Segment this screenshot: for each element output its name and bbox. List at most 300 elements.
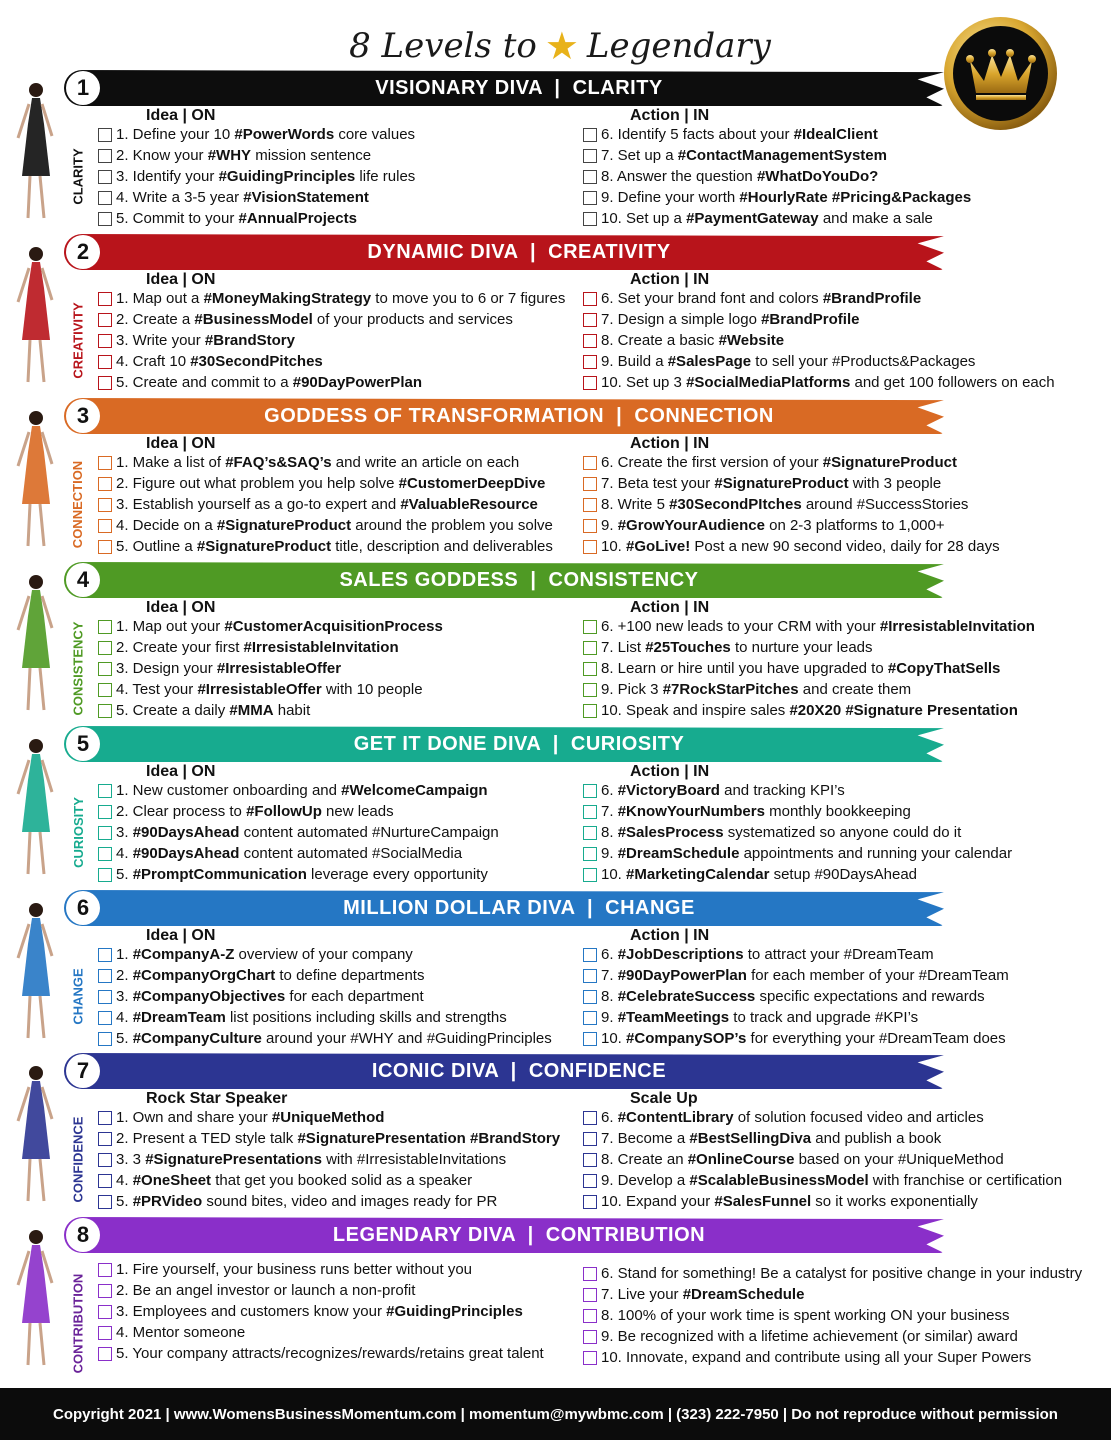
task-text: 7. List	[601, 639, 646, 656]
diva-figure-icon	[6, 404, 62, 554]
task-text: 8. Answer the question	[601, 168, 757, 185]
task-hashtag: #30SecondPItches	[669, 496, 802, 513]
task-text: 6. +100 new leads to your CRM with your	[601, 618, 880, 635]
left-column-heading: Idea | ON	[146, 271, 216, 288]
task-checkbox[interactable]	[98, 456, 112, 470]
left-task-list	[98, 616, 443, 721]
level-section-4	[0, 562, 1111, 722]
task-text: 9. Develop a	[601, 1172, 690, 1189]
task-text: 7. Live your	[601, 1286, 683, 1303]
task-text-tail: of solution focused video and articles	[733, 1109, 984, 1126]
task-checkbox[interactable]	[583, 662, 597, 676]
task-checkbox[interactable]	[583, 477, 597, 491]
task-checkbox[interactable]	[98, 826, 112, 840]
task-item	[98, 208, 415, 229]
task-checkbox[interactable]	[583, 128, 597, 142]
right-task-list	[583, 616, 1035, 721]
task-text: 1. Map out a	[116, 290, 204, 307]
task-checkbox[interactable]	[98, 1111, 112, 1125]
level-section-1	[0, 70, 1111, 230]
task-text: 3. Write your	[116, 332, 205, 349]
task-text: 2. Be an angel investor or launch a non-profit	[116, 1282, 416, 1299]
left-task-list	[98, 288, 565, 393]
task-item	[583, 1263, 1082, 1284]
task-text: 9.	[601, 845, 618, 862]
task-text: 9. Pick 3	[601, 681, 663, 698]
task-text: 8. Create a basic	[601, 332, 719, 349]
task-text-tail: appointments and running your calendar	[739, 845, 1013, 862]
task-item	[98, 452, 553, 473]
side-label-text: CONFIDENCE	[70, 1116, 86, 1202]
task-hashtag: #ContactManagementSystem	[677, 147, 887, 164]
task-hashtag: #GuidingPrinciples	[386, 1303, 523, 1320]
task-text-tail: around your #WHY and #GuidingPrinciples	[261, 1030, 552, 1047]
task-checkbox[interactable]	[98, 784, 112, 798]
task-checkbox[interactable]	[583, 805, 597, 819]
task-item	[583, 309, 1055, 330]
task-checkbox[interactable]	[98, 191, 112, 205]
task-text: 6.	[601, 782, 618, 799]
task-item	[98, 1128, 560, 1149]
task-item	[98, 309, 565, 330]
task-item	[583, 637, 1035, 658]
task-checkbox[interactable]	[583, 1174, 597, 1188]
task-hashtag: #MoneyMakingStrategy	[203, 290, 372, 307]
level-section-6	[0, 890, 1111, 1050]
task-hashtag: #GoLive!	[626, 538, 691, 555]
side-label-text: CONNECTION	[70, 460, 86, 548]
task-item	[583, 1149, 1062, 1170]
task-hashtag: #FollowUp	[246, 803, 322, 820]
task-item	[583, 372, 1055, 393]
task-hashtag: #MMA	[229, 702, 274, 719]
task-hashtag: #PaymentGateway	[686, 210, 819, 227]
task-hashtag: #SalesFunnel	[714, 1193, 812, 1210]
task-text: 2. Figure out what problem you help solve	[116, 475, 399, 492]
task-text: 10.	[601, 866, 627, 883]
side-label-text: CLARITY	[70, 147, 86, 205]
task-hashtag: #PRVideo	[132, 1193, 203, 1210]
task-checkbox[interactable]	[583, 292, 597, 306]
task-item	[583, 944, 1009, 965]
task-text-tail: Post a new 90 second video, daily for 28 days	[690, 538, 1000, 555]
task-item	[98, 1028, 552, 1049]
task-checkbox[interactable]	[583, 1011, 597, 1025]
right-column-heading: Scale Up	[630, 1090, 698, 1107]
task-hashtag: #HourlyRate #Pricing&Packages	[739, 189, 972, 206]
task-item	[583, 1284, 1082, 1305]
task-text: 4. Decide on a	[116, 517, 217, 534]
task-hashtag: #90DaysAhead	[132, 845, 240, 862]
level-title: LEGENDARY DIVA | CONTRIBUTION	[332, 1223, 706, 1246]
task-text: 4. Mentor someone	[116, 1324, 246, 1341]
side-label-text: CONSISTENCY	[70, 621, 86, 715]
task-checkbox[interactable]	[98, 868, 112, 882]
task-text: 7. Become a	[601, 1130, 690, 1147]
task-checkbox[interactable]	[98, 313, 112, 327]
task-text-tail: based on your #UniqueMethod	[794, 1151, 1004, 1168]
task-text: 4.	[116, 1009, 133, 1026]
diva-figure-icon	[6, 568, 62, 718]
task-hashtag: #FAQ’s&SAQ’s	[225, 454, 332, 471]
task-checkbox[interactable]	[98, 805, 112, 819]
left-column-heading: Idea | ON	[146, 763, 216, 780]
task-checkbox[interactable]	[583, 1132, 597, 1146]
task-item	[583, 1107, 1062, 1128]
task-hashtag: #TeamMeetings	[617, 1009, 730, 1026]
task-checkbox[interactable]	[583, 519, 597, 533]
level-number-badge: 4	[66, 563, 100, 597]
left-column-heading: Idea | ON	[146, 107, 216, 124]
task-checkbox[interactable]	[98, 704, 112, 718]
level-number-badge: 8	[66, 1218, 100, 1252]
task-text-tail: life rules	[355, 168, 416, 185]
task-checkbox[interactable]	[98, 1263, 112, 1277]
task-checkbox[interactable]	[98, 847, 112, 861]
task-hashtag: #25Touches	[645, 639, 731, 656]
task-checkbox[interactable]	[583, 498, 597, 512]
task-text: 2. Create a	[116, 311, 195, 328]
right-column-heading: Action | IN	[630, 763, 710, 780]
task-text: 10. Set up a	[601, 210, 687, 227]
task-item	[583, 1128, 1062, 1149]
task-item	[583, 780, 1012, 801]
level-section-5	[0, 726, 1111, 886]
task-item	[98, 700, 443, 721]
task-text-tail: for each department	[285, 988, 424, 1005]
task-checkbox[interactable]	[98, 128, 112, 142]
task-hashtag: #BusinessModel	[194, 311, 313, 328]
task-hashtag: #OnlineCourse	[687, 1151, 795, 1168]
task-hashtag: #CustomerDeepDive	[398, 475, 546, 492]
task-checkbox[interactable]	[98, 948, 112, 962]
task-checkbox[interactable]	[98, 292, 112, 306]
task-text: 5. Your company attracts/recognizes/rewards/retains great talent	[116, 1345, 544, 1362]
task-hashtag: #PromptCommunication	[132, 866, 307, 883]
task-item	[98, 473, 553, 494]
task-text: 6. Identify 5 facts about your	[601, 126, 794, 143]
task-checkbox[interactable]	[98, 1326, 112, 1340]
left-column-heading: Rock Star Speaker	[146, 1090, 288, 1107]
task-checkbox[interactable]	[583, 1309, 597, 1323]
diva-figure-icon	[6, 240, 62, 390]
task-checkbox[interactable]	[98, 620, 112, 634]
task-checkbox[interactable]	[98, 1284, 112, 1298]
task-text-tail: for everything your #DreamTeam does	[746, 1030, 1006, 1047]
task-checkbox[interactable]	[583, 1288, 597, 1302]
task-item	[583, 288, 1055, 309]
task-text: 8. Create an	[601, 1151, 688, 1168]
task-checkbox[interactable]	[583, 376, 597, 390]
task-text: 6. Set your brand font and colors	[601, 290, 823, 307]
level-section-7	[0, 1053, 1111, 1213]
task-checkbox[interactable]	[98, 990, 112, 1004]
task-checkbox[interactable]	[583, 355, 597, 369]
task-text: 2. Know your	[116, 147, 208, 164]
task-hashtag: #SignaturePresentation #BrandStory	[297, 1130, 561, 1147]
task-hashtag: #IrresistableInvitation	[879, 618, 1035, 635]
task-text: 10. Set up 3	[601, 374, 687, 391]
level-title: GODDESS OF TRANSFORMATION | CONNECTION	[264, 404, 774, 427]
task-hashtag: #AnnualProjects	[238, 210, 357, 227]
task-checkbox[interactable]	[98, 498, 112, 512]
task-hashtag: #KnowYourNumbers	[617, 803, 765, 820]
task-checkbox[interactable]	[98, 170, 112, 184]
task-item	[98, 679, 443, 700]
task-text: 4.	[116, 1172, 133, 1189]
task-text-tail: around #SuccessStories	[801, 496, 969, 513]
task-hashtag: #OneSheet	[132, 1172, 212, 1189]
task-checkbox[interactable]	[583, 212, 597, 226]
task-text: 3.	[116, 988, 133, 1005]
task-text: 6. Create the first version of your	[601, 454, 823, 471]
task-checkbox[interactable]	[583, 641, 597, 655]
task-checkbox[interactable]	[583, 683, 597, 697]
task-hashtag: #90DaysAhead	[132, 824, 240, 841]
task-checkbox[interactable]	[583, 620, 597, 634]
task-item	[583, 145, 971, 166]
task-item	[98, 494, 553, 515]
task-item	[98, 822, 499, 843]
task-text-tail: on 2-3 platforms to 1,000+	[764, 517, 945, 534]
task-checkbox[interactable]	[583, 784, 597, 798]
level-title: SALES GODDESS | CONSISTENCY	[339, 568, 699, 591]
task-hashtag: #VictoryBoard	[617, 782, 720, 799]
right-task-list	[583, 944, 1009, 1049]
task-hashtag: #CompanyCulture	[132, 1030, 262, 1047]
right-column-heading: Action | IN	[630, 435, 710, 452]
task-hashtag: #SocialMediaPlatforms	[686, 374, 851, 391]
left-task-list	[98, 452, 553, 557]
task-checkbox[interactable]	[583, 868, 597, 882]
task-checkbox[interactable]	[98, 1305, 112, 1319]
task-checkbox[interactable]	[98, 969, 112, 983]
task-hashtag: #SalesProcess	[617, 824, 724, 841]
task-text-tail: to nurture your leads	[730, 639, 873, 656]
task-hashtag: #SignatureProduct	[822, 454, 957, 471]
task-text: 4. Write a 3-5 year	[116, 189, 244, 206]
task-checkbox[interactable]	[98, 641, 112, 655]
task-item	[583, 658, 1035, 679]
task-checkbox[interactable]	[98, 334, 112, 348]
task-checkbox[interactable]	[98, 540, 112, 554]
task-item	[98, 166, 415, 187]
task-text: 3.	[116, 824, 133, 841]
level-number-badge: 7	[66, 1054, 100, 1088]
task-checkbox[interactable]	[98, 212, 112, 226]
side-label	[66, 942, 90, 1050]
star-icon: ★	[544, 24, 579, 68]
side-label-text: CURIOSITY	[70, 796, 86, 868]
task-text-tail: overview of your company	[234, 946, 413, 963]
task-text: 8.	[601, 988, 618, 1005]
task-checkbox[interactable]	[98, 1195, 112, 1209]
page-title	[300, 18, 820, 74]
task-hashtag: #DreamSchedule	[682, 1286, 805, 1303]
task-item	[98, 515, 553, 536]
task-hashtag: #ValuableResource	[400, 496, 538, 513]
task-item	[583, 330, 1055, 351]
task-checkbox[interactable]	[583, 847, 597, 861]
task-hashtag: #CompanyObjectives	[132, 988, 286, 1005]
task-item	[98, 864, 499, 885]
task-checkbox[interactable]	[583, 704, 597, 718]
task-text: 5. Commit to your	[116, 210, 239, 227]
task-text: 10. Speak and inspire sales	[601, 702, 790, 719]
task-checkbox[interactable]	[583, 1153, 597, 1167]
task-item	[98, 351, 565, 372]
right-task-list	[583, 288, 1055, 393]
task-checkbox[interactable]	[583, 969, 597, 983]
right-task-list	[583, 780, 1012, 885]
task-text: 8. Learn or hire until you have upgraded to	[601, 660, 888, 677]
level-title: GET IT DONE DIVA | CURIOSITY	[353, 732, 685, 755]
title-before: 8 Levels to	[349, 26, 537, 66]
task-item	[583, 843, 1012, 864]
task-text: 8. Write 5	[601, 496, 670, 513]
task-text: 1. Make a list of	[116, 454, 226, 471]
task-item	[583, 1028, 1009, 1049]
task-hashtag: #CompanySOP’s	[626, 1030, 747, 1047]
task-text-tail: new leads	[321, 803, 394, 820]
task-checkbox[interactable]	[583, 456, 597, 470]
task-text: 5.	[116, 1193, 133, 1210]
task-hashtag: #SignatureProduct	[196, 538, 332, 555]
task-text: 3. Design your	[116, 660, 217, 677]
task-checkbox[interactable]	[583, 1195, 597, 1209]
task-checkbox[interactable]	[583, 990, 597, 1004]
task-hashtag: #CelebrateSuccess	[617, 988, 756, 1005]
task-text: 7. Design a simple logo	[601, 311, 762, 328]
task-text: 3. Establish yourself as a go-to expert and	[116, 496, 401, 513]
task-text: 8. 100% of your work time is spent working ON your business	[601, 1307, 1010, 1324]
title-after: Legendary	[586, 26, 771, 66]
task-text: 9.	[601, 517, 618, 534]
task-checkbox[interactable]	[98, 683, 112, 697]
task-text-tail: specific expectations and rewards	[755, 988, 985, 1005]
task-checkbox[interactable]	[98, 1174, 112, 1188]
task-text: 6.	[601, 1109, 618, 1126]
task-text-tail: with 3 people	[848, 475, 942, 492]
task-text-tail: with 10 people	[321, 681, 423, 698]
task-checkbox[interactable]	[583, 1267, 597, 1281]
task-text: 1. New customer onboarding and	[116, 782, 342, 799]
task-checkbox[interactable]	[583, 170, 597, 184]
task-checkbox[interactable]	[98, 355, 112, 369]
task-item	[583, 700, 1035, 721]
task-text-tail: monthly bookkeeping	[764, 803, 911, 820]
level-section-3	[0, 398, 1111, 558]
task-hashtag: #BrandProfile	[822, 290, 922, 307]
task-text-tail: systematized so anyone could do it	[723, 824, 962, 841]
task-text: 3. Identify your	[116, 168, 219, 185]
task-item	[583, 1305, 1082, 1326]
task-checkbox[interactable]	[583, 149, 597, 163]
task-text: 2.	[116, 967, 133, 984]
task-item	[98, 965, 552, 986]
task-checkbox[interactable]	[583, 334, 597, 348]
task-text-tail: sound bites, video and images ready for PR	[202, 1193, 498, 1210]
task-item	[583, 1326, 1082, 1347]
diva-figure-icon	[6, 896, 62, 1046]
task-hashtag: #WhatDoYouDo?	[756, 168, 879, 185]
task-text-tail: so it works exponentially	[811, 1193, 978, 1210]
task-item	[98, 1170, 560, 1191]
task-checkbox[interactable]	[98, 1347, 112, 1361]
task-checkbox[interactable]	[98, 662, 112, 676]
task-text-tail: title, description and deliverables	[331, 538, 553, 555]
footer: Copyright 2021 | www.WomensBusinessMomentum.com | momentum@mywbmc.com | (323) 222-7950 | Do not reproduce without permission	[0, 1388, 1111, 1440]
task-text: 10. Expand your	[601, 1193, 715, 1210]
task-text: 7.	[601, 803, 618, 820]
task-checkbox[interactable]	[583, 191, 597, 205]
task-text-tail: setup #90DaysAhead	[769, 866, 918, 883]
task-text-tail: and publish a book	[811, 1130, 942, 1147]
task-text: 1. Map out your	[116, 618, 225, 635]
task-hashtag: #GrowYourAudience	[617, 517, 765, 534]
task-hashtag: #DreamSchedule	[617, 845, 740, 862]
task-checkbox[interactable]	[98, 149, 112, 163]
side-label-text: CHANGE	[70, 967, 86, 1025]
task-item	[98, 780, 499, 801]
task-checkbox[interactable]	[583, 1351, 597, 1365]
task-item	[583, 679, 1035, 700]
level-title: DYNAMIC DIVA | CREATIVITY	[367, 240, 671, 263]
right-column-heading: Action | IN	[630, 927, 710, 944]
level-section-2	[0, 234, 1111, 394]
task-hashtag: #IrresistableOffer	[197, 681, 322, 698]
task-item	[583, 965, 1009, 986]
task-checkbox[interactable]	[98, 376, 112, 390]
task-checkbox[interactable]	[583, 1111, 597, 1125]
task-item	[583, 208, 971, 229]
task-checkbox[interactable]	[583, 313, 597, 327]
task-checkbox[interactable]	[98, 477, 112, 491]
task-checkbox[interactable]	[98, 1153, 112, 1167]
task-text-tail: of your products and services	[312, 311, 513, 328]
left-task-list	[98, 944, 552, 1049]
task-text: 7. Set up a	[601, 147, 678, 164]
task-checkbox[interactable]	[98, 1132, 112, 1146]
task-hashtag: #GuidingPrinciples	[218, 168, 356, 185]
task-checkbox[interactable]	[583, 826, 597, 840]
task-checkbox[interactable]	[583, 948, 597, 962]
task-hashtag: #ContentLibrary	[617, 1109, 734, 1126]
task-text-tail: that get you booked solid as a speaker	[211, 1172, 473, 1189]
task-item	[98, 616, 443, 637]
task-checkbox[interactable]	[583, 1032, 597, 1046]
task-hashtag: #90DayPowerPlan	[617, 967, 747, 984]
task-checkbox[interactable]	[98, 1032, 112, 1046]
task-checkbox[interactable]	[583, 540, 597, 554]
side-label	[66, 286, 90, 394]
task-item	[98, 124, 415, 145]
task-text: 4. Test your	[116, 681, 198, 698]
task-checkbox[interactable]	[98, 1011, 112, 1025]
diva-figure-icon	[6, 1059, 62, 1209]
level-section-8	[0, 1217, 1111, 1377]
task-item	[98, 1107, 560, 1128]
task-text-tail: content automated #NurtureCampaign	[239, 824, 499, 841]
task-item	[583, 473, 1000, 494]
task-checkbox[interactable]	[583, 1330, 597, 1344]
level-number-badge: 6	[66, 891, 100, 925]
left-task-list	[98, 1259, 544, 1364]
task-item	[98, 145, 415, 166]
task-text-tail: and make a sale	[818, 210, 933, 227]
task-hashtag: #BrandProfile	[761, 311, 860, 328]
task-checkbox[interactable]	[98, 519, 112, 533]
